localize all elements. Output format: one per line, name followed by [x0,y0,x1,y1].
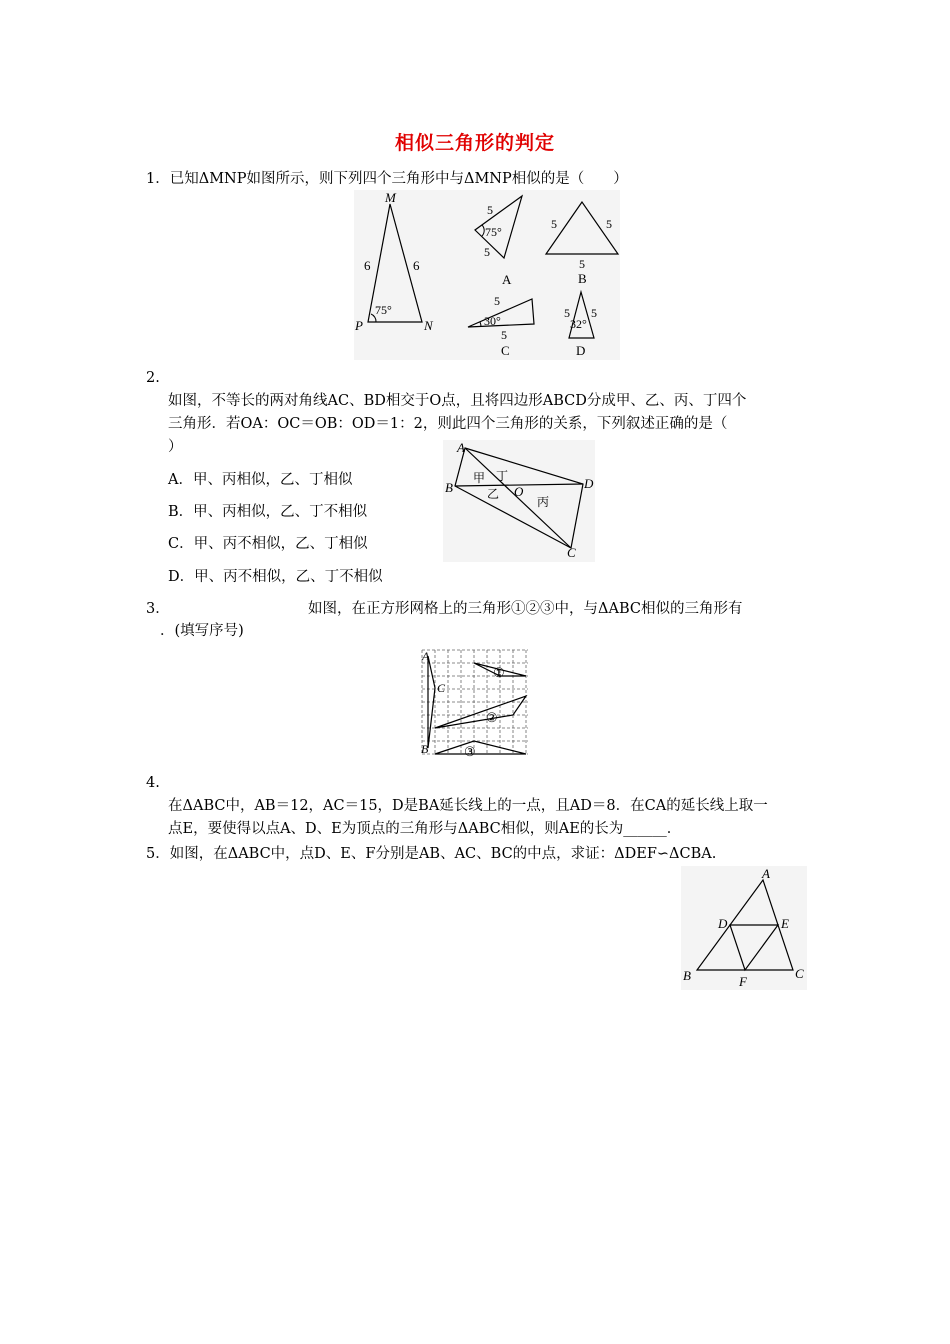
label-option-a: A [502,272,512,287]
triangle-2 [435,696,526,728]
label-triangle-2: ② [486,710,498,725]
label-m: M [385,190,396,205]
label-side-right: 6 [413,258,420,273]
label-n: N [424,318,433,333]
label-c-side1: 5 [494,294,500,308]
label-b: B [421,742,429,756]
label-c-side2: 5 [501,328,507,342]
label-b-side3: 5 [579,257,585,271]
label-side-left: 6 [364,258,371,273]
label-c: C [567,545,576,560]
question-4-line2: 点E，要使得以点A、D、E为顶点的三角形与ΔABC相似，则AE的长为______． [168,821,682,837]
label-c-angle: 30° [484,314,501,328]
label-d-side1: 5 [564,306,570,320]
question-2-figure [443,440,595,562]
label-angle-p: 75° [375,303,392,317]
label-b: B [445,480,453,495]
label-a-side1: 5 [487,203,493,217]
label-p: P [355,318,363,333]
label-b-side1: 5 [551,217,557,231]
label-option-d: D [576,343,586,358]
question-2-number: 2. [146,370,160,386]
triangle-option-c [468,299,534,327]
label-a-angle: 75° [485,225,502,239]
question-2-line3: ） [168,439,183,455]
label-d-side2: 5 [591,306,597,320]
question-2-option-c[interactable]: C．甲、丙不相似，乙、丁相似 [168,536,368,552]
triangle-def [730,925,778,970]
label-a: A [457,440,465,455]
page-title: 相似三角形的判定 [394,132,555,154]
label-b-side2: 5 [606,217,612,231]
label-d: D [718,916,728,931]
question-3-grid-figure [420,648,530,760]
question-2-option-b[interactable]: B．甲、丙相似，乙、丁不相似 [168,504,368,520]
label-triangle-3: ③ [464,744,476,759]
label-c: C [437,681,446,695]
question-2-line1: 如图，不等长的两对角线AC、BD相交于O点，且将四边形ABCD分成甲、乙、丙、丁四个 [168,393,747,409]
question-2-option-a[interactable]: A．甲、丙相似，乙、丁相似 [168,472,353,488]
question-3-line2: ．(填写序号) [160,623,244,639]
question-5-text: 5．如图，在ΔABC中，点D、E、F分别是AB、AC、BC的中点，求证：ΔDEF∽ΔCBA. [146,846,717,862]
label-d-angle: 32° [570,317,587,331]
question-4-number: 4. [146,775,160,791]
label-o: O [514,484,524,499]
question-3-number: 3． [146,601,170,617]
label-a: A [762,866,770,881]
label-a: A [422,649,430,663]
label-jia: 甲 [473,471,486,485]
label-b: B [683,968,691,983]
label-a-side2: 5 [484,245,490,259]
question-2-line2: 三角形．若OA：OC＝OB：OD＝1：2，则此四个三角形的关系，下列叙述正确的是（ [168,416,728,432]
label-d: D [584,476,594,491]
grid-lines [422,650,528,754]
question-1-text: 1．已知ΔMNP如图所示，则下列四个三角形中与ΔMNP相似的是（ ） [146,171,628,187]
label-c: C [795,966,804,981]
question-2-option-d[interactable]: D．甲、丙不相似，乙、丁不相似 [168,569,383,585]
question-1-figure [354,190,620,360]
label-f: F [739,974,747,989]
label-triangle-1: ① [493,665,505,680]
label-option-c: C [501,343,510,358]
label-option-b: B [578,271,587,286]
question-3-line1: 如图，在正方形网格上的三角形①②③中，与ΔABC相似的三角形有 [308,601,743,617]
label-yi: 乙 [487,487,500,501]
label-e: E [781,916,789,931]
triangle-3 [435,741,526,754]
question-5-figure [681,866,807,990]
question-4-line1: 在ΔABC中，AB＝12，AC＝15，D是BA延长线上的一点，且AD＝8．在CA的延长线上取一 [168,798,768,814]
label-bing: 丙 [537,495,550,509]
label-ding: 丁 [496,469,509,483]
angle-arc-a [482,225,484,236]
